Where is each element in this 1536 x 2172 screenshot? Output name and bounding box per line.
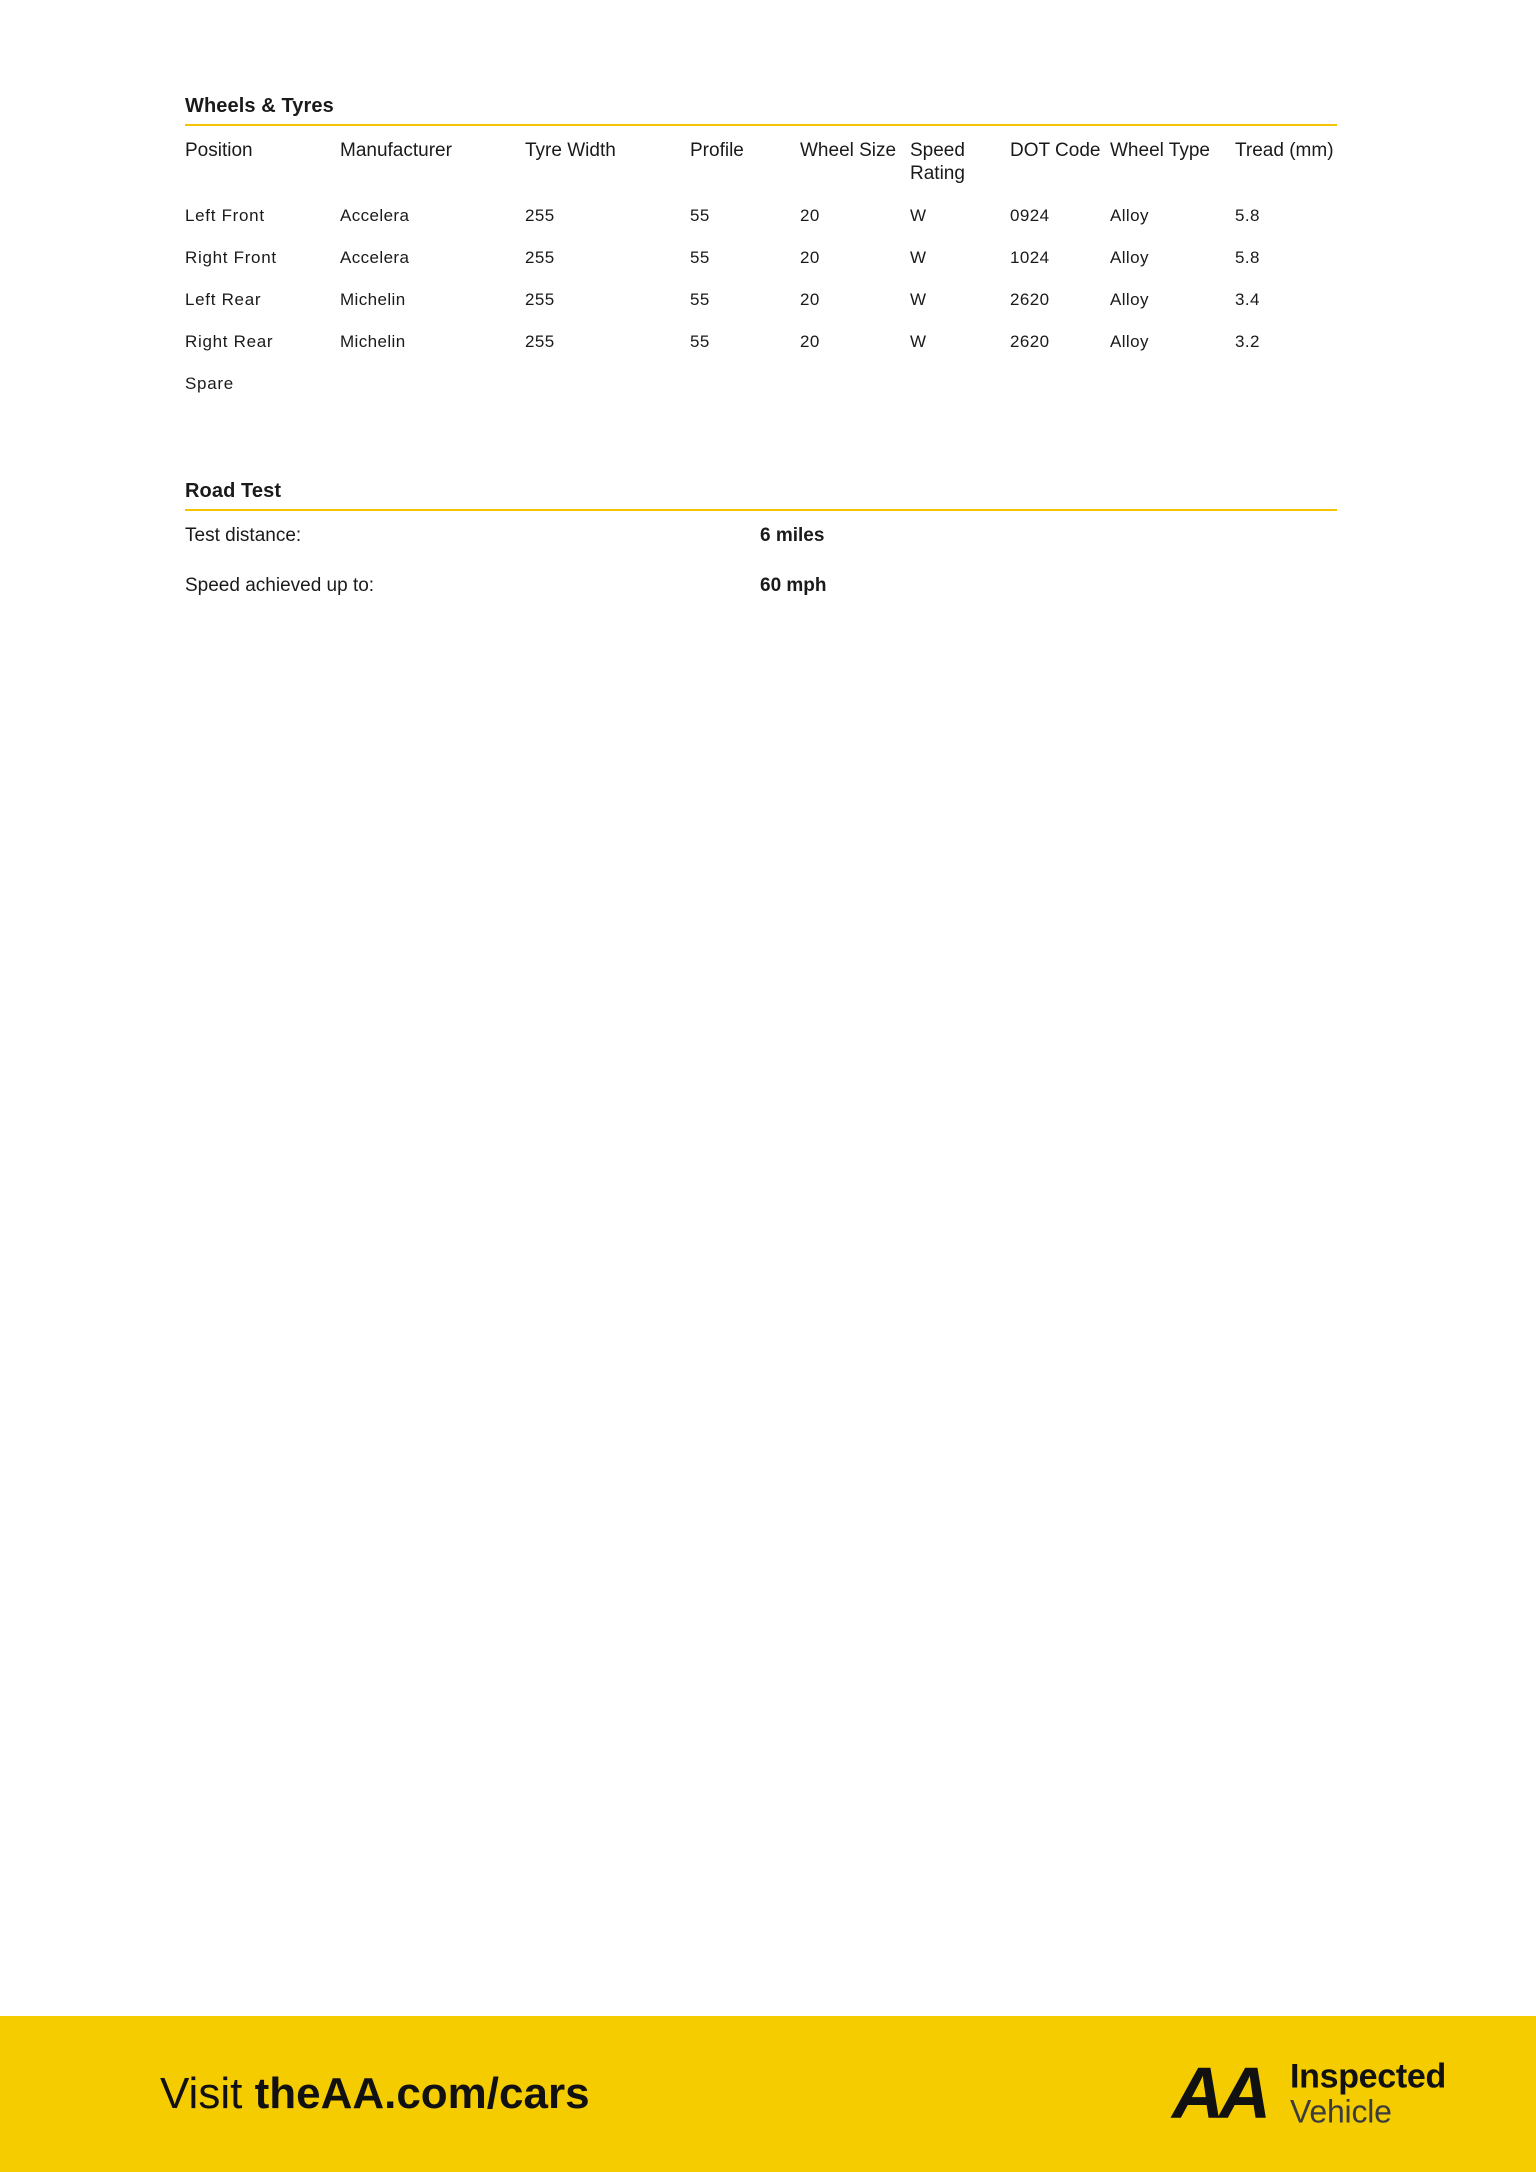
cell-speed-rating: W [910, 206, 927, 226]
column-header-position: Position [185, 140, 253, 161]
aa-badge-text [1290, 2059, 1446, 2128]
column-header-profile: Profile [690, 140, 744, 161]
column-header-speed-rating: Speed Rating [910, 140, 965, 185]
cell-tread: 5.8 [1235, 248, 1260, 268]
road-test-row-speed-achieved [185, 575, 1337, 597]
cell-speed-rating: W [910, 248, 927, 268]
cell-position: Right Front [185, 248, 277, 268]
road-test-value: 60 mph [760, 575, 827, 596]
table-row [185, 195, 1337, 237]
cell-profile: 55 [690, 332, 710, 352]
cell-profile: 55 [690, 290, 710, 310]
section-divider [185, 509, 1337, 511]
aa-badge-line1: Inspected [1289, 2057, 1446, 2096]
section-divider [185, 124, 1337, 126]
cell-position: Right Rear [185, 332, 274, 352]
cell-dot-code: 2620 [1010, 290, 1050, 310]
table-row [185, 363, 1337, 405]
cell-dot-code: 0924 [1010, 206, 1050, 226]
footer-banner [0, 2016, 1536, 2172]
cell-tread [1235, 363, 1337, 405]
footer-visit-text[interactable] [160, 2069, 590, 2119]
road-test-rows [185, 525, 1337, 597]
cell-speed-rating: W [910, 332, 927, 352]
cell-position: Spare [185, 374, 234, 394]
cell-manufacturer [340, 363, 525, 405]
road-test-section [185, 480, 1337, 625]
column-header-dot-code: DOT Code [1010, 140, 1101, 161]
cell-wheel-type: Alloy [1110, 206, 1149, 226]
cell-tread: 3.4 [1235, 290, 1260, 310]
cell-tyre-width: 255 [525, 290, 555, 310]
column-header-tyre-width: Tyre Width [525, 140, 616, 161]
cell-wheel-size: 20 [800, 290, 820, 310]
cell-wheel-type: Alloy [1110, 290, 1149, 310]
road-test-value: 6 miles [760, 525, 825, 546]
cell-tyre-width [525, 363, 690, 405]
cell-dot-code: 2620 [1010, 332, 1050, 352]
cell-tyre-width: 255 [525, 206, 555, 226]
cell-manufacturer: Accelera [340, 206, 410, 226]
cell-wheel-type: Alloy [1110, 332, 1149, 352]
cell-dot-code: 1024 [1010, 248, 1050, 268]
column-header-wheel-size: Wheel Size [800, 140, 897, 161]
cell-tyre-width: 255 [525, 332, 555, 352]
cell-wheel-size: 20 [800, 332, 820, 352]
cell-position: Left Rear [185, 290, 262, 310]
cell-tread: 5.8 [1235, 206, 1260, 226]
cell-wheel-size: 20 [800, 248, 820, 268]
aa-logo: AA [1171, 2053, 1266, 2134]
cell-manufacturer: Michelin [340, 332, 406, 352]
cell-position: Left Front [185, 206, 265, 226]
footer-visit-word: Visit [160, 2069, 255, 2118]
table-header-row [185, 136, 1337, 195]
column-header-tread: Tread (mm) [1235, 140, 1334, 161]
cell-profile: 55 [690, 248, 710, 268]
aa-inspected-vehicle-badge [1171, 2053, 1446, 2134]
road-test-row-test-distance [185, 525, 1337, 547]
table-row [185, 321, 1337, 363]
cell-manufacturer: Michelin [340, 290, 406, 310]
column-header-manufacturer: Manufacturer [340, 140, 452, 161]
cell-speed-rating [910, 363, 1010, 405]
cell-wheel-type: Alloy [1110, 248, 1149, 268]
wheels-and-tyres-table [185, 136, 1337, 405]
column-header-wheel-type: Wheel Type [1110, 140, 1210, 161]
cell-wheel-type [1110, 363, 1235, 405]
road-test-label: Test distance: [185, 525, 302, 546]
aa-badge-line2: Vehicle [1289, 2093, 1392, 2130]
cell-tread: 3.2 [1235, 332, 1260, 352]
cell-profile [690, 363, 800, 405]
table-row [185, 237, 1337, 279]
cell-dot-code [1010, 363, 1110, 405]
footer-content [0, 2016, 1536, 2172]
table-row [185, 279, 1337, 321]
cell-tyre-width: 255 [525, 248, 555, 268]
cell-wheel-size: 20 [800, 206, 820, 226]
road-test-section-title: Road Test [185, 480, 282, 502]
cell-speed-rating: W [910, 290, 927, 310]
road-test-label: Speed achieved up to: [185, 575, 375, 596]
wheels-and-tyres-section [185, 95, 1337, 405]
wheels-section-title: Wheels & Tyres [185, 95, 334, 117]
cell-manufacturer: Accelera [340, 248, 410, 268]
cell-wheel-size [800, 363, 910, 405]
cell-profile: 55 [690, 206, 710, 226]
footer-visit-url: theAA.com/cars [254, 2069, 590, 2118]
